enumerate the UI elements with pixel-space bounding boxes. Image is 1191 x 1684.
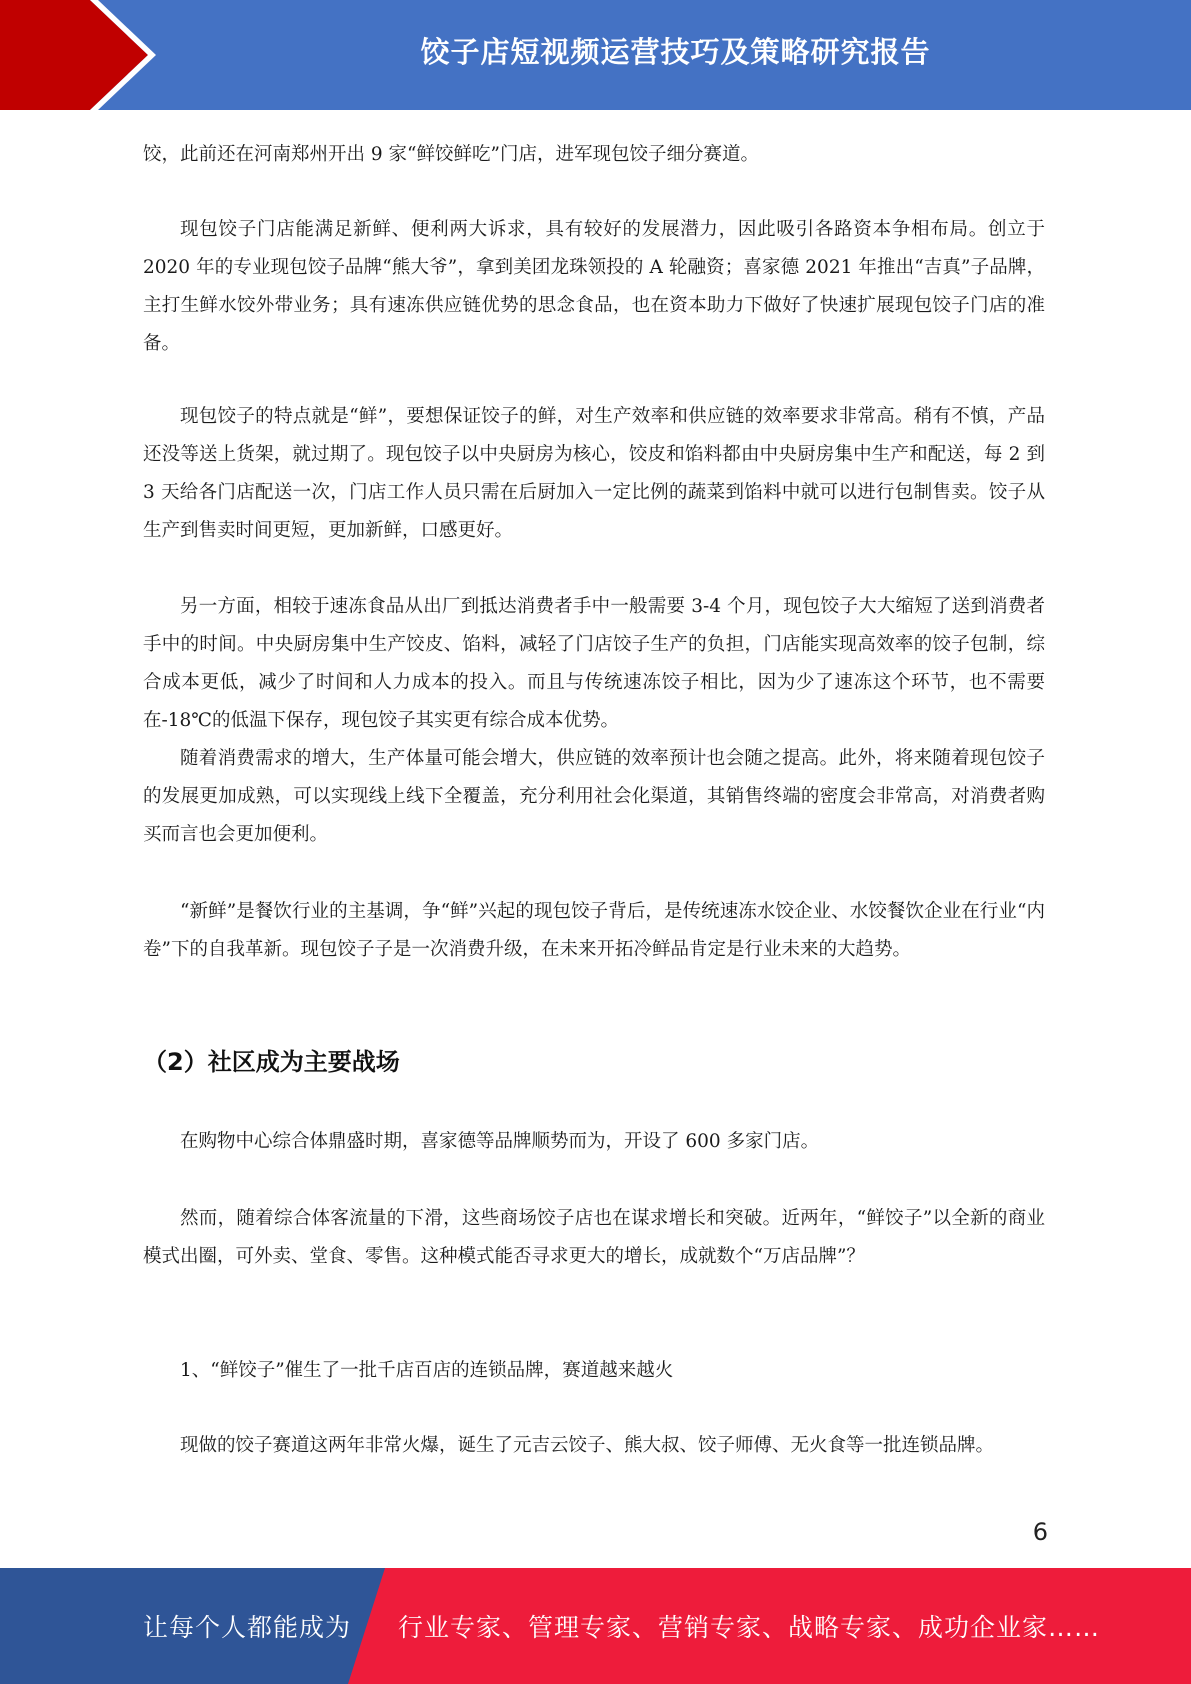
page-header xyxy=(0,0,1191,110)
section-heading: （2）社区成为主要战场 xyxy=(143,1048,400,1076)
paragraph: 现包饺子的特点就是“鲜”，要想保证饺子的鲜，对生产效率和供应链的效率要求非常高。稍有不慎，产品还没等送上货架，就过期了。现包饺子以中央厨房为核心，饺皮和馅料都由中央厨房集中生产和配送，每 2 到 3 天给各门店配送一次，门店工作人员只需在后厨加入一定比例的蔬菜到馅料中就可以进行包制售卖。饺子从生产到售卖时间更短，更加新鲜，口感更好。 xyxy=(143,406,1045,541)
paragraph-continuation: 饺，此前还在河南郑州开出 9 家“鲜饺鲜吃”门店，进军现包饺子细分赛道。 xyxy=(143,144,759,165)
page-number: 6 xyxy=(1032,1518,1048,1546)
paragraph: 现包饺子门店能满足新鲜、便利两大诉求，具有较好的发展潜力，因此吸引各路资本争相布局。创立于 2020 年的专业现包饺子品牌“熊大爷”，拿到美团龙珠领投的 A 轮融资；喜家德 2021 年推出“吉真”子品牌，主打生鲜水饺外带业务；具有速冻供应链优势的思念食品，也在资本助力下做好了快速扩展现包饺子门店的准备。 xyxy=(143,219,1045,354)
paragraph: 然而，随着综合体客流量的下滑，这些商场饺子店也在谋求增长和突破。近两年，“鲜饺子”以全新的商业模式出圈，可外卖、堂食、零售。这种模式能否寻求更大的增长，成就数个“万店品牌”？ xyxy=(143,1208,1045,1267)
footer-slogan-left: 让每个人都能成为 xyxy=(143,1613,352,1642)
paragraph: “新鲜”是餐饮行业的主基调，争“鲜”兴起的现包饺子背后，是传统速冻水饺企业、水饺餐饮企业在行业“内卷”下的自我革新。现包饺子子是一次消费升级，在未来开拓冷鲜品肯定是行业未来的大趋势。 xyxy=(143,901,1045,960)
report-title: 饺子店短视频运营技巧及策略研究报告 xyxy=(420,34,931,69)
paragraph: 随着消费需求的增大，生产体量可能会增大，供应链的效率预计也会随之提高。此外，将来随着现包饺子的发展更加成熟，可以实现线上线下全覆盖，充分利用社会化渠道，其销售终端的密度会非常高，对消费者购买而言也会更加便利。 xyxy=(143,748,1045,845)
paragraph: 现做的饺子赛道这两年非常火爆，诞生了元吉云饺子、熊大叔、饺子师傅、无火食等一批连锁品牌。 xyxy=(180,1435,995,1456)
paragraph: 另一方面，相较于速冻食品从出厂到抵达消费者手中一般需要 3-4 个月，现包饺子大大缩短了送到消费者手中的时间。中央厨房集中生产饺皮、馅料，减轻了门店饺子生产的负担，门店能实现高效率的饺子包制，综合成本更低，减少了时间和人力成本的投入。而且与传统速冻饺子相比，因为少了速冻这个环节，也不需要在-18℃的低温下保存，现包饺子其实更有综合成本优势。 xyxy=(143,596,1045,731)
list-item-heading: 1、“鲜饺子”催生了一批千店百店的连锁品牌，赛道越来越火 xyxy=(180,1360,674,1381)
paragraph: 在购物中心综合体鼎盛时期，喜家德等品牌顺势而为，开设了 600 多家门店。 xyxy=(180,1131,820,1152)
footer-slogan-right: 行业专家、管理专家、营销专家、战略专家、成功企业家…… xyxy=(398,1613,1101,1642)
page-footer xyxy=(0,1568,1191,1684)
